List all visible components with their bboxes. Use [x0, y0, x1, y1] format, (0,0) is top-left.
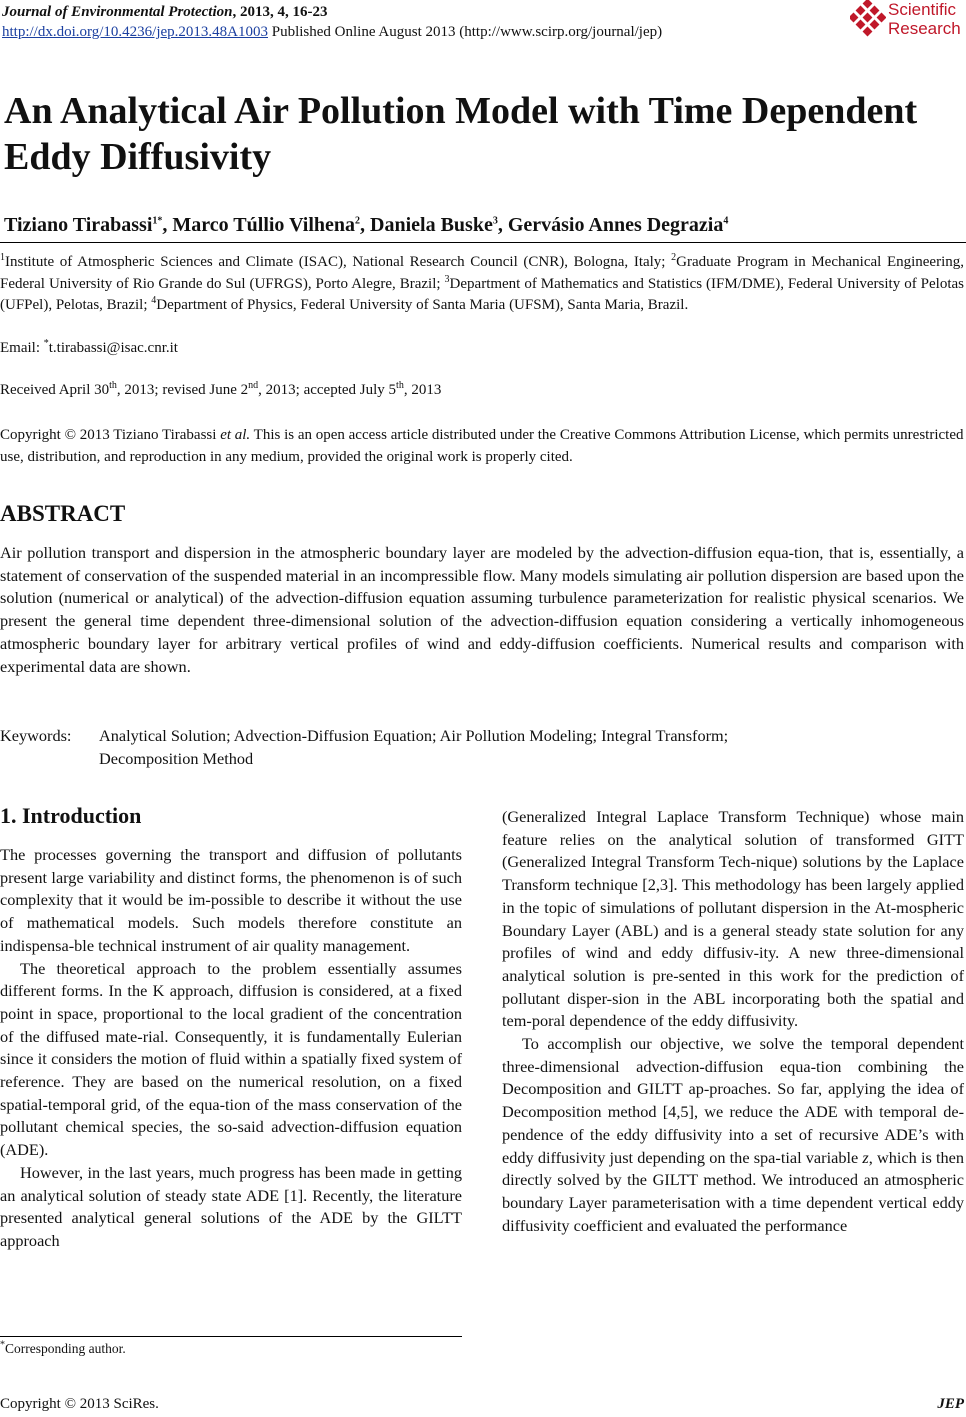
et-al: et al.: [220, 427, 251, 443]
left-column: [0, 844, 462, 1253]
aff-sup: 1: [0, 252, 5, 263]
revised-text: , 2013; revised June 2: [116, 382, 249, 398]
published-info: Published Online August 2013 (http://www.scirp.org/journal/jep): [267, 24, 663, 40]
volume-info: , 2013, 4, 16-23: [232, 4, 328, 20]
footnote-sup: *: [0, 1339, 5, 1351]
abstract-text: Air pollution transport and dispersion in the atmospheric boundary layer are modeled by the advection-diffusion equa-tion, that is, essentially, a statement of conservation of the suspended material in an incompressible flow. Many models simulating air pollution dispersion are based upon the solution (numerical or analytical) of the advection-diffusion equation assuming turbulence parameterization for realistic physical scenarios. We present the general time dependent three-dimensional solution of the advection-diffusion equation considering a vertically inhomogeneous atmospheric boundary layer for arbitrary vertical profiles of wind and eddy-diffusion coefficients. Numerical results and comparison with experimental data are shown.: [0, 543, 964, 676]
footnote: [0, 1341, 126, 1357]
author-name: Daniela Buske: [370, 214, 493, 236]
affiliations: [0, 252, 964, 317]
year-text: , 2013: [403, 382, 442, 398]
author-name: Tiziano Tirabassi: [4, 214, 153, 236]
doi-link[interactable]: http://dx.doi.org/10.4236/jep.2013.48A1003: [2, 24, 268, 40]
email-line: [0, 338, 178, 360]
paragraph-text: To accomplish our objective, we solve the temporal dependent three-dimensional advection-diffusion equa-tion combining the Decomposition and GILTT ap-proaches. So far, applying the idea of Decomposition method [4,5], we reduce the ADE with temporal de-pendence of the eddy diffusivity into a set of recursive ADE’s with eddy diffusivity just depending on the spa-tial variable: [502, 1034, 964, 1167]
email-address[interactable]: t.tirabassi@isac.cnr.it: [48, 340, 178, 356]
affiliation-2: Graduate Program in Mechanical Engineering, Federal University of Rio Grande do Sul (UFRGS), Porto Alegre, Brazil;: [0, 254, 964, 292]
abstract-heading: ABSTRACT: [0, 501, 126, 526]
affiliation-1: Institute of Atmospheric Sciences and Climate (ISAC), National Research Council (CNR), Bologna, Italy;: [5, 254, 672, 270]
scientific-research-logo: [850, 0, 966, 44]
author-name: Marco Túllio Vilhena: [172, 214, 356, 236]
affiliation-3: Department of Mathematics and Statistics (IFM/DME), Federal University of Pelotas (UFPel), Pelotas, Brazil;: [0, 275, 964, 313]
paper-title: An Analytical Air Pollution Model with Time Dependent Eddy Diffusivity: [4, 90, 918, 178]
paragraph: However, in the last years, much progress has been made in getting an analytical solution of steady state ADE [1]. Recently, the literature presented analytical general solutions of the ADE by the GILTT approach: [0, 1162, 462, 1250]
received-text: Received April 30: [0, 382, 110, 398]
author-sup: 4: [723, 215, 729, 227]
date-sup: th: [396, 380, 404, 391]
received-dates: [0, 380, 441, 402]
logo-icon: [850, 0, 886, 40]
variable-z: z: [862, 1147, 869, 1167]
email-sup: *: [43, 338, 49, 349]
author-list: Tiziano Tirabassi$^{1*}$, Marco Túllio Vilhena$^2$, Daniela Buske$^3$, Gervásio Annes Degrazia$^4$: [4, 214, 729, 236]
date-sup: th: [109, 380, 117, 391]
author-sup: 2: [355, 215, 361, 227]
logo-text-line1: Scientific: [888, 0, 957, 19]
aff-sup: 4: [151, 295, 157, 306]
email-label: Email:: [0, 340, 44, 356]
paragraph: The processes governing the transport and diffusion of pollutants present large variability and distinct forms, the phenomenon is of such complexity that it would be im-possible to describe it without the use of mathematical models. Such models therefore constitute an indispensa-ble technical instrument of air quality management.: [0, 845, 462, 955]
paragraph-text: , which is then directly solved by the GILTT method. We introduced an atmospheric boundary Layer parameterisation with a time dependent vertical eddy diffusivity coefficient and evaluated the performance: [502, 1147, 965, 1235]
section-heading-introduction: 1. Introduction: [0, 803, 142, 828]
author-name: Gervásio Annes Degrazia: [507, 214, 724, 236]
author-sup: 3: [492, 215, 498, 227]
logo-text-line2: Research: [888, 19, 961, 38]
right-column: [502, 806, 964, 1237]
copyright-text: Copyright © 2013 Tiziano Tirabassi: [0, 427, 221, 443]
paragraph: (Generalized Integral Laplace Transform Technique) whose main feature relies on the analytical solution of transformed GITT (Generalized Integral Transform Tech-nique) solutions by the Laplace Transform technique [2,3]. This methodology has been largely applied in the topic of simulations of pollutant dispersion in the At-mospheric Boundary Layer (ABL) and is a general steady state solution for any profiles of wind and eddy diffusiv-ity. A new three-dimensional analytical solution is pre-sented in this work for the prediction of pollutant disper-sion in the ABL incorporating both the spatial and tem-poral dependence of the eddy diffusivity.: [502, 807, 964, 1031]
date-sup: nd: [248, 380, 259, 391]
aff-sup: 2: [671, 252, 677, 263]
accepted-text: , 2013; accepted July 5: [258, 382, 397, 398]
footnote-text: Corresponding author.: [5, 1341, 126, 1356]
keywords-label: Keywords:: [0, 726, 72, 745]
paragraph: [502, 1033, 964, 1237]
keywords-line-1: Analytical Solution; Advection-Diffusion Equation; Air Pollution Modeling; Integral Transform;: [99, 726, 729, 745]
copyright-notice: [0, 425, 966, 468]
aff-sup: 3: [444, 273, 450, 285]
paragraph: The theoretical approach to the problem essentially assumes different forms. In the K approach, diffusion is considered, at a fixed point in space, proportional to the local gradient of the concentration of the diffused mate-rial. Consequently, it is fundamentally Eulerian since it considers the motion of fluid within a spatially fixed system of reference. They are based on the numerical resolution, on a fixed spatial-temporal grid, of the equa-tion of the mass conservation of the pollutant chemical species, the so-said advection-diffusion equation (ADE).: [0, 958, 462, 1160]
author-sup: 1*: [152, 215, 163, 227]
journal-name: Journal of Environmental Protection: [2, 4, 233, 20]
journal-header: [2, 2, 662, 42]
keywords-line-2: Decomposition Method: [99, 749, 254, 768]
affiliation-4: Department of Physics, Federal University of Santa Maria (UFSM), Santa Maria, Brazil.: [156, 297, 689, 313]
footnote-divider: [0, 1336, 462, 1337]
footer-journal-abbrev: JEP: [937, 1396, 964, 1412]
header-divider: [0, 242, 966, 243]
footer-copyright: Copyright © 2013 SciRes.: [0, 1396, 159, 1412]
license-text: This is an open access article distributed under the Creative Commons Attribution License, which permits unrestricted use, distribution, and reproduction in any medium, provided the original work is properly cited.: [0, 427, 964, 465]
